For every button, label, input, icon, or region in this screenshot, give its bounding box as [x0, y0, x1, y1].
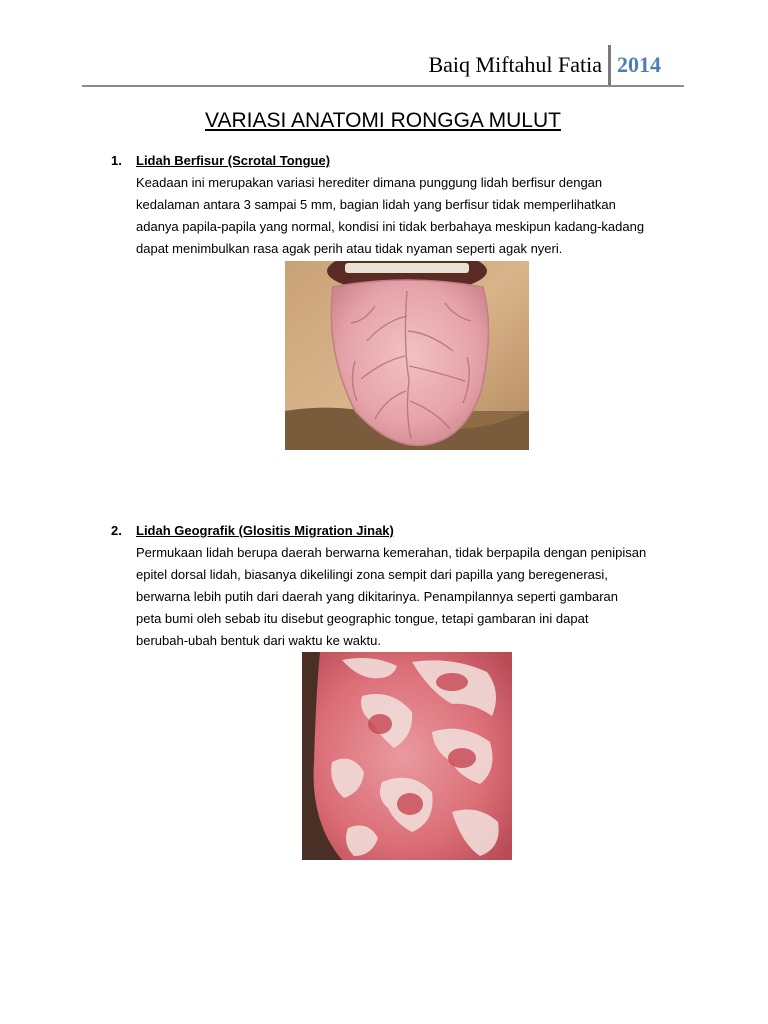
scrotal-tongue-photo — [285, 261, 529, 450]
section-body — [136, 542, 684, 652]
body-line: Keadaan ini merupakan variasi herediter dimana punggung lidah berfisur dengan — [136, 175, 603, 190]
body-line: dapat menimbulkan rasa agak perih atau tidak nyaman seperti agak nyeri. — [136, 241, 563, 256]
header-separator — [608, 45, 611, 85]
section-body — [136, 172, 684, 260]
header-year: 2014 — [617, 52, 661, 77]
scrotal-tongue-illustration — [285, 261, 529, 450]
body-line: peta bumi oleh sebab itu disebut geographic tongue, tetapi gambaran ini dapat — [136, 611, 589, 626]
section-heading: Lidah Berfisur (Scrotal Tongue) — [136, 153, 331, 168]
body-line: kedalaman antara 3 sampai 5 mm, bagian lidah yang berfisur tidak memperlihatkan — [136, 197, 616, 212]
section-heading: Lidah Geografik (Glositis Migration Jinak) — [136, 523, 394, 538]
geographic-tongue-illustration — [302, 652, 512, 860]
header-author: Baiq Miftahul Fatia — [428, 52, 602, 77]
section-number: 2. — [111, 523, 122, 538]
document-title: VARIASI ANATOMI RONGGA MULUT — [205, 109, 561, 132]
body-line: adanya papila-papila yang normal, kondisi ini tidak berbahaya meskipun kadang-kadang — [136, 219, 645, 234]
body-line: epitel dorsal lidah, biasanya dikelilingi zona sempit dari papilla yang beregenerasi, — [136, 567, 608, 582]
body-line: berwarna lebih putih dari daerah yang dikitarinya. Penampilannya seperti gambaran — [136, 589, 619, 604]
page-header — [82, 44, 684, 87]
body-line: Permukaan lidah berupa daerah berwarna kemerahan, tidak berpapila dengan penipisan — [136, 545, 647, 560]
section-number: 1. — [111, 153, 122, 168]
geographic-tongue-photo — [302, 652, 512, 860]
body-line: berubah-ubah bentuk dari waktu ke waktu. — [136, 633, 381, 648]
